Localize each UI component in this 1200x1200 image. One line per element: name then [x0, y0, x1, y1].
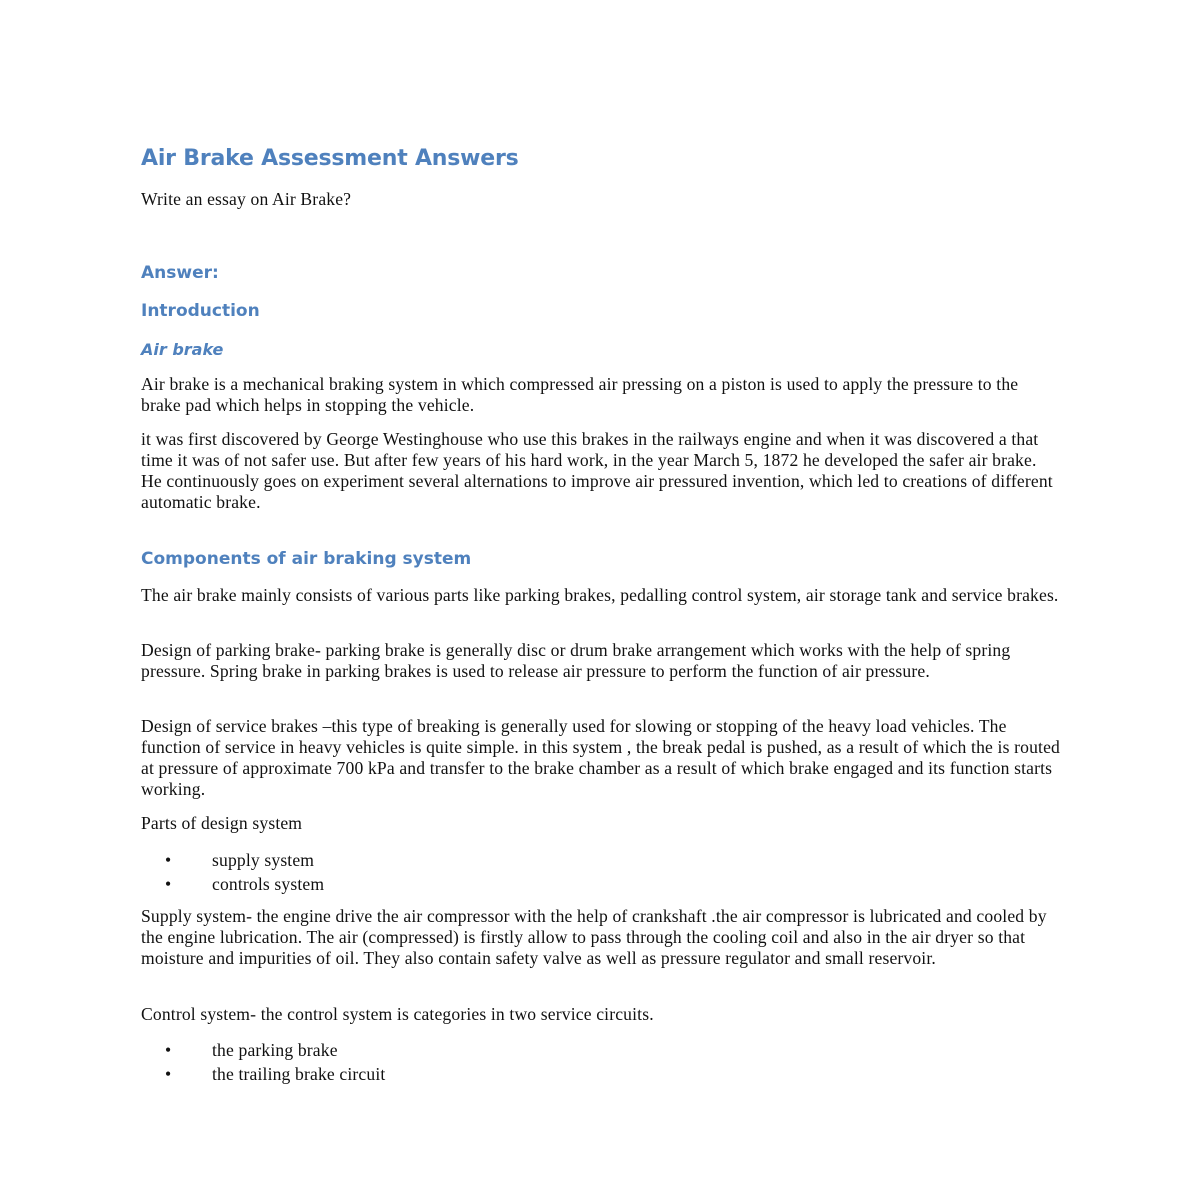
- paragraph-definition: Air brake is a mechanical braking system in which compressed air pressing on a piston is used to apply the pressure to the brake pad which helps in stopping the vehicle.: [141, 374, 1019, 415]
- components-heading: Components of air braking system: [141, 549, 472, 569]
- list-item-label: supply system: [212, 850, 315, 870]
- list-item-label: controls system: [212, 874, 325, 894]
- parts-list: [141, 848, 324, 896]
- document-page: [141, 0, 1061, 1200]
- list-item: [141, 872, 324, 896]
- paragraph-history: it was first discovered by George Westinghouse who use this brakes in the railways engine and when it was discovered a that time it was of not safer use. But after few years of his hard work, in the year March 5, 1872 he developed the safer air brake. He continuously goes on experiment several alternations to improve air pressured invention, which led to creations of different automatic brake.: [141, 429, 1053, 512]
- control-list: [141, 1038, 385, 1086]
- essay-question: Write an essay on Air Brake?: [141, 189, 352, 209]
- answer-heading: Answer:: [141, 263, 219, 283]
- air-brake-subheading: Air brake: [141, 340, 224, 359]
- list-item: [141, 848, 324, 872]
- bullet-icon: •: [165, 1064, 172, 1084]
- list-item-label: the trailing brake circuit: [212, 1064, 386, 1084]
- list-item: [141, 1062, 385, 1086]
- paragraph-service-brakes: Design of service brakes –this type of breaking is generally used for slowing or stopping of the heavy load vehicles. The function of service in heavy vehicles is quite simple. in this system , the break pedal is pushed, as a result of which the is routed at pressure of approximate 700 kPa and transfer to the brake chamber as a result of which brake engaged and its function starts working.: [141, 716, 1060, 799]
- bullet-icon: •: [165, 1040, 172, 1060]
- paragraph-supply-system: Supply system- the engine drive the air compressor with the help of crankshaft .the air compressor is lubricated and cooled by the engine lubrication. The air (compressed) is firstly allow to pass through the cooling coil and also in the air dryer so that moisture and impurities of oil. They also contain safety valve as well as pressure regulator and small reservoir.: [141, 906, 1047, 968]
- paragraph-components: The air brake mainly consists of various parts like parking brakes, pedalling control system, air storage tank and service brakes.: [141, 585, 1059, 605]
- bullet-icon: •: [165, 874, 172, 894]
- list-item-label: the parking brake: [212, 1040, 338, 1060]
- list-item: [141, 1038, 385, 1062]
- bullet-icon: •: [165, 850, 172, 870]
- paragraph-parking-brake: Design of parking brake- parking brake is generally disc or drum brake arrangement which works with the help of spring pressure. Spring brake in parking brakes is used to release air pressure to perform the function of air pressure.: [141, 640, 1011, 681]
- document-title: Air Brake Assessment Answers: [141, 146, 519, 171]
- parts-label: Parts of design system: [141, 813, 303, 833]
- paragraph-control-system: Control system- the control system is categories in two service circuits.: [141, 1004, 654, 1024]
- introduction-heading: Introduction: [141, 301, 260, 321]
